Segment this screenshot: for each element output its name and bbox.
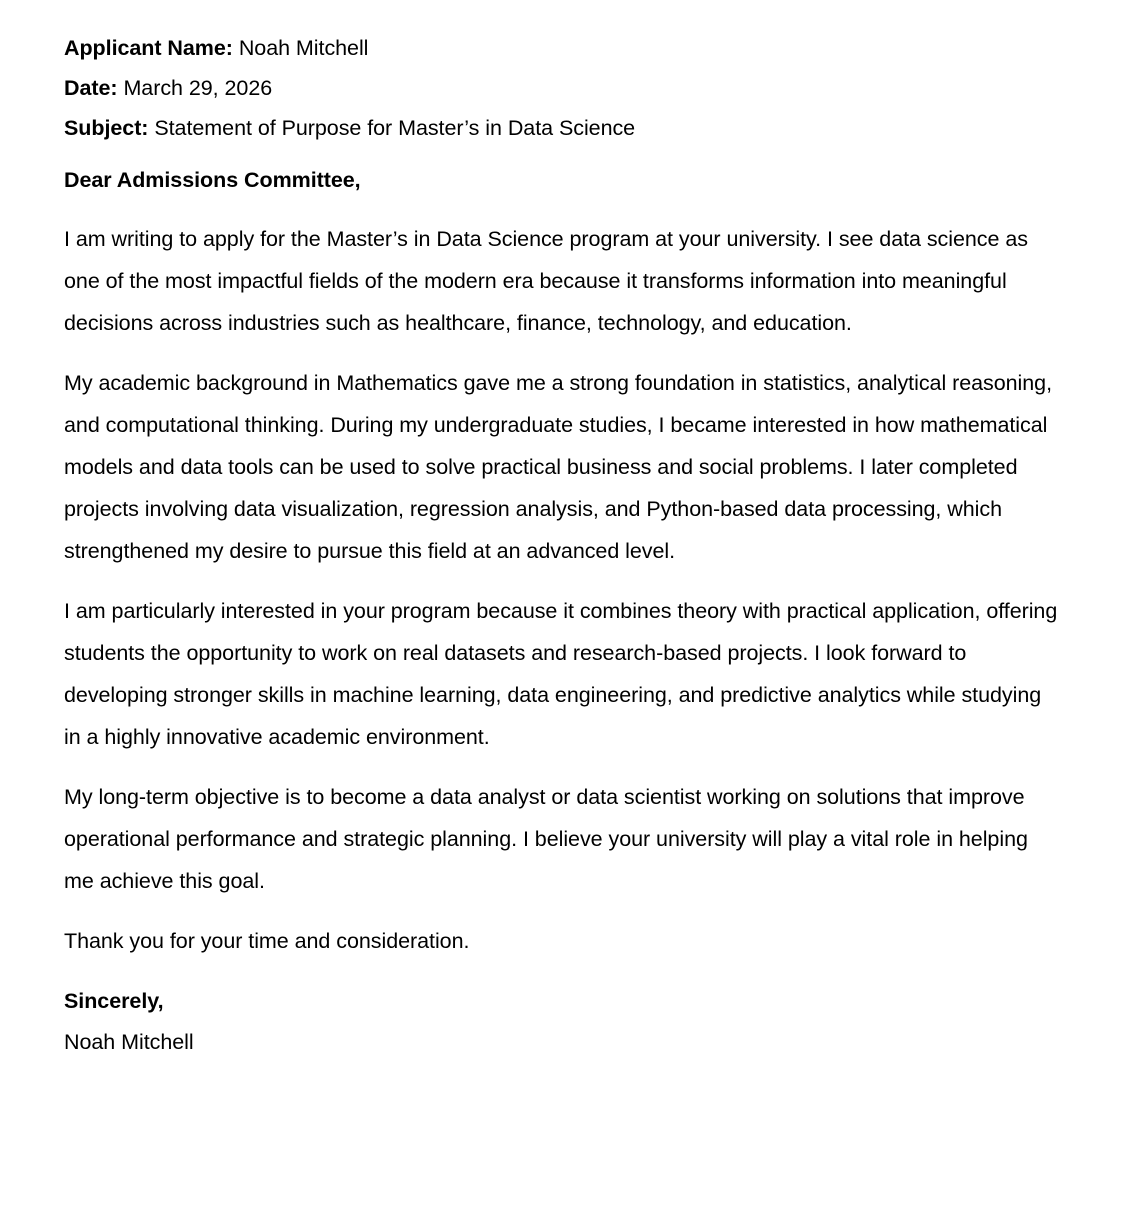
applicant-name-label: Applicant Name: [64, 36, 233, 60]
salutation: Dear Admissions Committee, [64, 168, 361, 192]
body-paragraph-3: I am particularly interested in your program because it combines theory with practical application, offering students the opportunity to work on real datasets and research-based projects. I look forward to developing stronger skills in machine learning, data engineering, and predictive analytics while studying in a highly innovative academic environment. [64, 599, 1058, 749]
applicant-name-value: Noah Mitchell [232, 36, 369, 60]
subject-line [64, 108, 1058, 148]
date-line [64, 68, 1058, 108]
date-value: March 29, 2026 [117, 76, 273, 100]
body-paragraph-5: Thank you for your time and consideration. [64, 929, 470, 953]
subject-label: Subject: [64, 116, 149, 140]
sign-off: Sincerely, [64, 989, 164, 1013]
body-paragraph-1: I am writing to apply for the Master’s in Data Science program at your university. I see data science as one of the most impactful fields of the modern era because it transforms information into meaningful decisions across industries such as healthcare, finance, technology, and education. [64, 227, 1028, 335]
letter-body [64, 28, 1058, 1062]
applicant-name-line [64, 28, 1058, 68]
date-label: Date: [64, 76, 118, 100]
body-paragraph-4: My long-term objective is to become a data analyst or data scientist working on solutions that improve operational performance and strategic planning. I believe your university will play a vital role in helping me achieve this goal. [64, 785, 1028, 893]
closing-block [64, 980, 1058, 1062]
subject-value: Statement of Purpose for Master’s in Data Science [148, 116, 636, 140]
letter-header [64, 28, 1058, 148]
body-paragraph-2: My academic background in Mathematics gave me a strong foundation in statistics, analytical reasoning, and computational thinking. During my undergraduate studies, I became interested in how mathematical models and data tools can be used to solve practical business and social problems. I later completed projects involving data visualization, regression analysis, and Python-based data processing, which strengthened my desire to pursue this field at an advanced level. [64, 371, 1052, 563]
signature-name: Noah Mitchell [64, 1030, 194, 1054]
